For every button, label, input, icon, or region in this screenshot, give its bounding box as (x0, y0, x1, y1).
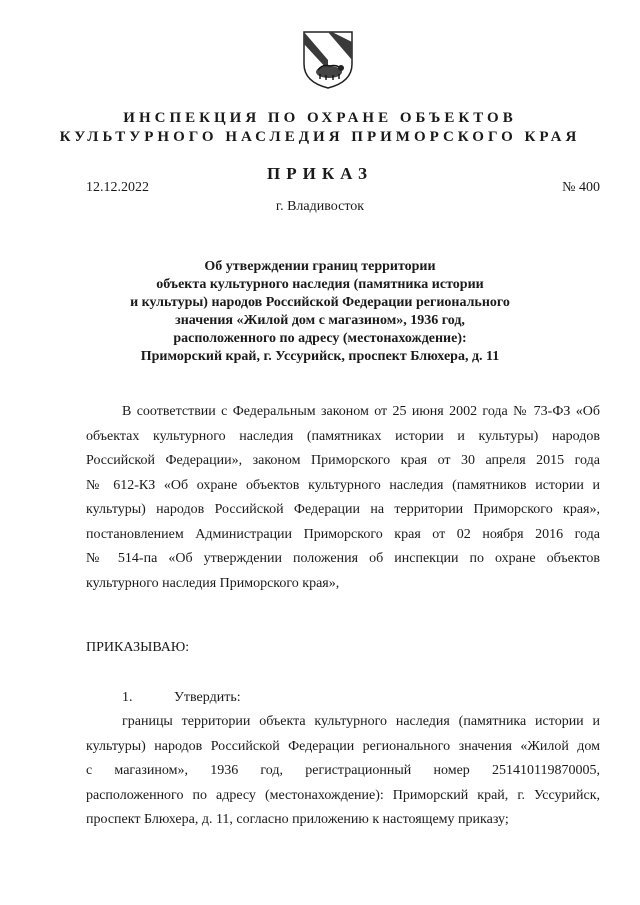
preamble-line: объектах культурного наследия (памятниках истории и культуры) народов (86, 428, 600, 444)
body-line: культуры) народов Российской Федерации регионального значения «Жилой дом (86, 738, 600, 754)
org-name-line-1: ИНСПЕКЦИЯ ПО ОХРАНЕ ОБЪЕКТОВ (123, 110, 517, 126)
order-directive: ПРИКАЗЫВАЮ: (86, 640, 190, 655)
subject-line: Приморский край, г. Уссурийск, проспект Блюхера, д. 11 (140, 349, 500, 364)
body-line: границы территории объекта культурного наследия (памятника истории и (122, 714, 600, 729)
body-line: проспект Блюхера, д. 11, согласно приложению к настоящему приказу; (86, 812, 509, 827)
order-item-1 (122, 690, 241, 706)
preamble-line: культуры) народов Российской Федерации на территории Приморского края», (86, 502, 600, 517)
item-1-body (86, 710, 600, 833)
subject-line: расположенного по адресу (местонахождение): (173, 331, 467, 346)
preamble-line: В соответствии с Федеральным законом от 25 июня 2002 года № 73-ФЗ «Об (122, 404, 600, 419)
preamble-paragraph (86, 400, 600, 596)
document-number: № 400 (562, 180, 600, 195)
document-subject (90, 258, 550, 366)
preamble-line: культурного наследия Приморского края», (86, 575, 340, 591)
body-line: расположенного по адресу (местонахождение): Приморский край, г. Уссурийск, (86, 787, 600, 803)
subject-line: и культуры) народов Российской Федерации регионального (130, 295, 510, 310)
subject-line: объекта культурного наследия (памятника истории (156, 277, 484, 292)
preamble-line: Российской Федерации», законом Приморского края от 30 апреля 2015 года (86, 453, 600, 468)
document-city: г. Владивосток (275, 199, 365, 214)
body-line: с магазином», 1936 год, регистрационный номер 251410119870005, (86, 763, 600, 778)
coat-of-arms-icon (302, 30, 354, 90)
document-date: 12.12.2022 (86, 180, 149, 195)
subject-line: Об утверждении границ территории (204, 259, 436, 274)
preamble-line: № 514-па «Об утверждении положения об инспекции по охране объектов (86, 551, 600, 566)
preamble-line: № 612-КЗ «Об охране объектов культурного наследия (памятников истории и (86, 477, 600, 493)
subject-line: значения «Жилой дом с магазином», 1936 год, (175, 313, 465, 328)
document-type-title: ПРИКАЗ (267, 164, 373, 183)
order-item-number: 1. (122, 690, 133, 705)
org-name-line-2: КУЛЬТУРНОГО НАСЛЕДИЯ ПРИМОРСКОГО КРАЯ (59, 129, 581, 145)
preamble-line: постановлением Администрации Приморского края от 02 ноября 2016 года (86, 526, 600, 542)
order-item-label: Утвердить: (174, 690, 241, 705)
